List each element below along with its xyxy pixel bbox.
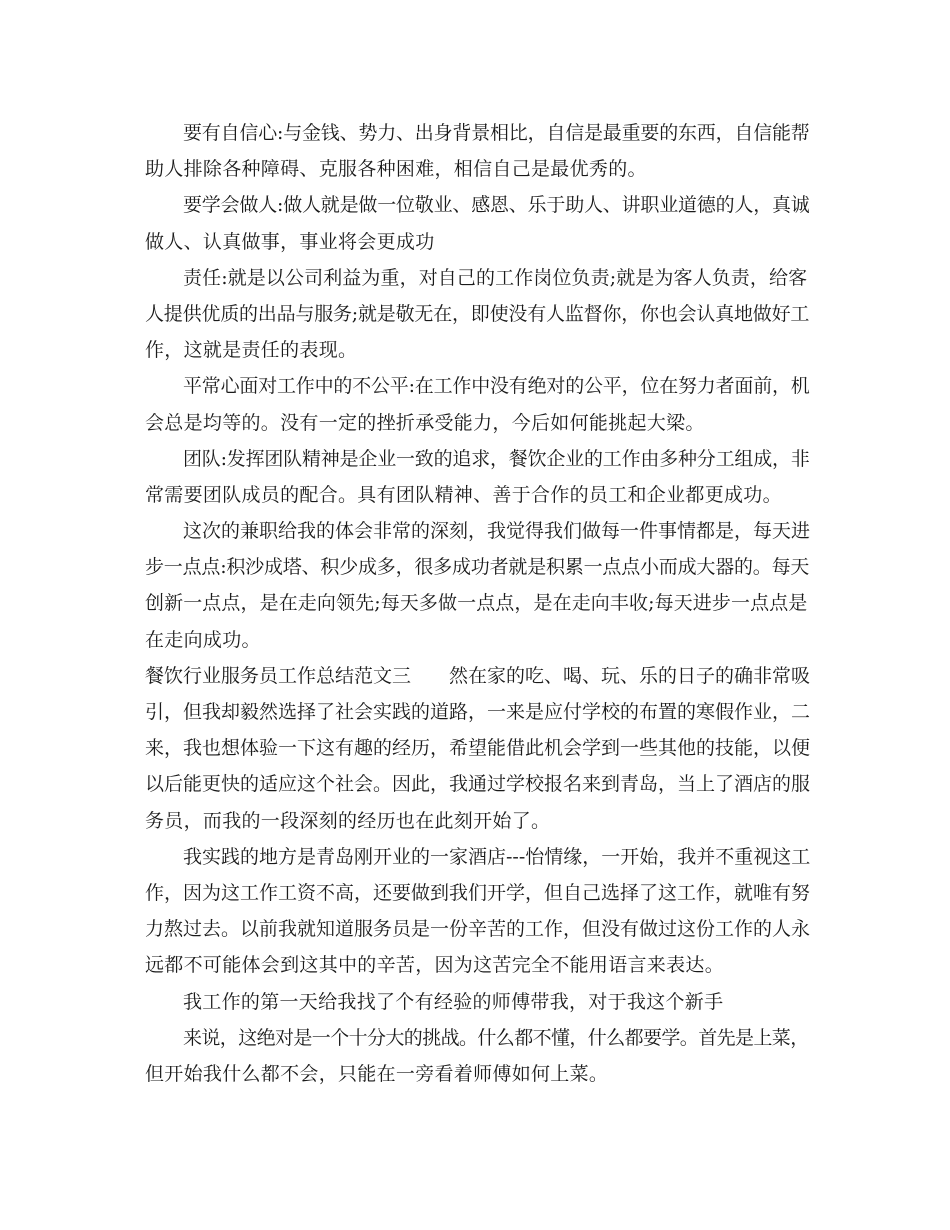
text-line: 会总是均等的。没有一定的挫折承受能力，今后如何能挑起大梁。 [145,411,705,434]
text-line: 引，但我却毅然选择了社会实践的道路，一来是应付学校的布置的寒假作业，二 [145,701,811,723]
text-line: 作，因为这工作工资不高，还要做到我们开学，但自己选择了这工作，就唯有努 [145,881,811,904]
text-line: 团队:发挥团队精神是企业一致的追求，餐饮企业的工作由多种分工组成，非 [183,447,810,470]
text-line: 以后能更快的适应这个社会。因此，我通过学校报名来到青岛，当上了酒店的服 [145,773,811,796]
text-line: 常需要团队成员的配合。具有团队精神、善于合作的员工和企业都更成功。 [145,483,782,506]
text-line: 我实践的地方是青岛刚开业的一家酒店---怡情缘，一开始，我并不重视这工 [183,845,811,868]
text-line: 这次的兼职给我的体会非常的深刻，我觉得我们做每一件事情都是，每天进 [183,520,811,543]
text-line: 创新一点点，是在走向领先;每天多做一点点，是在走向丰收;每天进步一点点是 [145,592,808,615]
text-line: 但开始我什么都不会，只能在一旁看着师傅如何上菜。 [145,1062,609,1085]
text-line: 力熬过去。以前我就知道服务员是一份辛苦的工作，但没有做过这份工作的人永 [145,918,811,941]
text-line: 远都不可能体会到这其中的辛苦，因为这苦完全不能用语言来表达。 [145,954,725,977]
text-line: 在走向成功。 [145,628,261,651]
document-body [145,115,810,1092]
text-line: 务员，而我的一段深刻的经历也在此刻开始了。 [145,809,551,832]
text-line: 平常心面对工作中的不公平:在工作中没有绝对的公平，位在努力者面前，机 [183,375,810,398]
text-line: 要有自信心:与金钱、势力、出身背景相比，自信是最重要的东西，自信能帮 [183,122,810,144]
text-line: 来，我也想体验一下这有趣的经历，希望能借此机会学到一些其他的技能，以便 [145,737,811,760]
text-line: 责任:就是以公司利益为重，对自己的工作岗位负责;就是为客人负责，给客 [183,266,808,289]
text-line: 要学会做人:做人就是做一位敬业、感恩、乐于助人、讲职业道德的人，真诚 [183,194,810,217]
text-line: 助人排除各种障碍、克服各种困难，相信自己是最优秀的。 [145,158,647,181]
text-line: 作，这就是责任的表现。 [145,339,358,362]
text-line: 餐饮行业服务员工作总结范文三 然在家的吃、喝、玩、乐的日子的确非常吸 [145,664,811,687]
text-line: 做人、认真做事，事业将会更成功 [145,230,435,253]
text-line: 来说，这绝对是一个十分大的挑战。什么都不懂，什么都要学。首先是上菜， [183,1026,809,1049]
text-line: 人提供优质的出品与服务;就是敬无在，即使没有人监督你，你也会认真地做好工 [145,302,810,325]
text-line: 我工作的第一天给我找了个有经验的师傅带我，对于我这个新手 [183,990,724,1013]
text-line: 步一点点:积沙成塔、积少成多，很多成功者就是积累一点点小而成大器的。每天 [145,556,810,579]
